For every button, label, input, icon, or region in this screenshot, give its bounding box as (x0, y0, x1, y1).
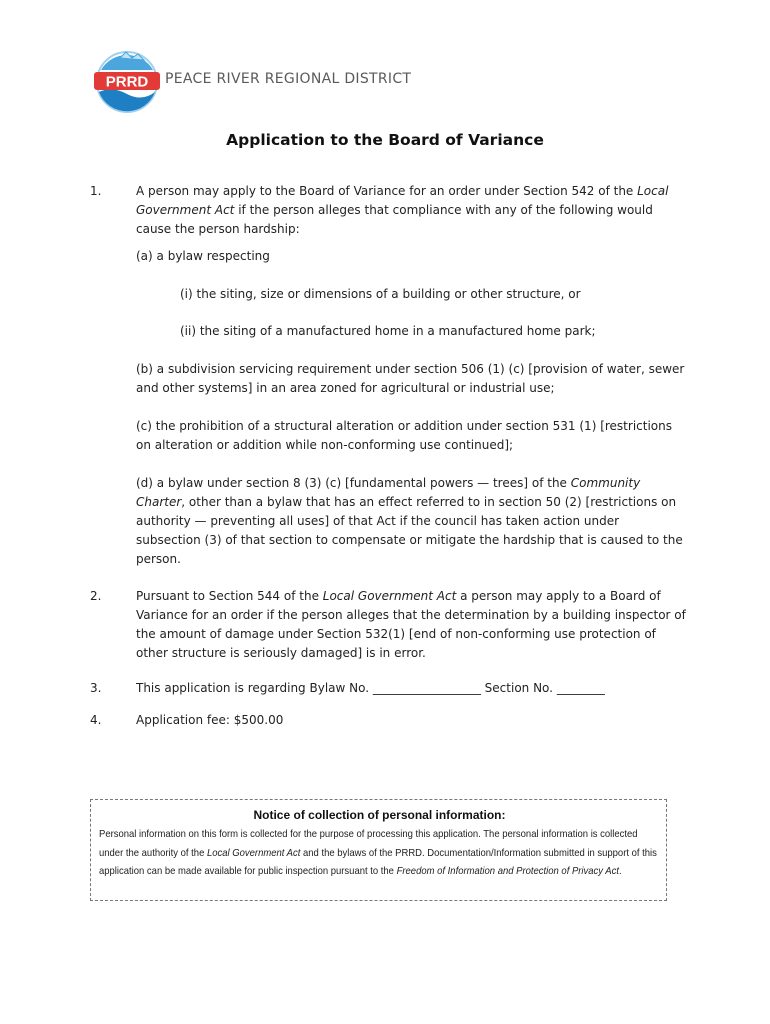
logo-text: PRRD (105, 73, 149, 91)
page-title: Application to the Board of Variance (226, 131, 544, 149)
item-1-clause-b: (b) a subdivision servicing requirement under section 506 (1) (c) [provision of water, sewer and other systems] in an area zoned for agricultural or industrial use; (136, 362, 685, 395)
notice-body: Personal information on this form is collected for the purpose of processing this application. The personal information is collected under the authority of the Local Government Act and the bylaws of the PRRD. Documentation/Information submitted in support of this application can be made available for public inspection pursuant to the Freedom of Information and Protection of Privacy Act. (99, 829, 657, 877)
notice-title: Notice of collection of personal information: (253, 808, 506, 822)
item-1-clause-a-i: (i) the siting, size or dimensions of a building or other structure, or (180, 287, 581, 301)
item-1-clause-a-ii: (ii) the siting of a manufactured home in a manufactured home park; (180, 324, 596, 338)
item-number: 4. (90, 713, 102, 727)
item-3-text: This application is regarding Bylaw No. __________________ Section No. ________ (136, 681, 605, 695)
item-1-clause-c: (c) the prohibition of a structural alteration or addition under section 531 (1) [restrictions on alteration or addition while non-conforming use continued]; (136, 419, 672, 452)
item-number: 3. (90, 681, 102, 695)
item-1-clause-a: (a) a bylaw respecting (136, 249, 270, 263)
privacy-notice-box (90, 799, 667, 901)
item-1-clause-d: (d) a bylaw under section 8 (3) (c) [fundamental powers — trees] of the Community Charter, other than a bylaw that has an effect referred to in section 50 (2) [restrictions on authority — preventing all uses] of that Act if the council has taken action under subsection (3) of that section to compensate or mitigate the hardship that is caused to the person. (136, 476, 683, 566)
item-4-text: Application fee: $500.00 (136, 713, 284, 727)
item-1-text: A person may apply to the Board of Variance for an order under Section 542 of the Local Government Act if the person alleges that compliance with any of the following would cause the person hardship: (136, 184, 669, 236)
item-2-text: Pursuant to Section 544 of the Local Government Act a person may apply to a Board of Variance for an order if the person alleges that the determination by a building inspector of the amount of damage under Section 532(1) [end of non-conforming use protection of other structure is seriously damaged] is in error. (136, 589, 686, 660)
item-number: 2. (90, 589, 102, 603)
organization-name: PEACE RIVER REGIONAL DISTRICT (165, 71, 412, 87)
item-number: 1. (90, 184, 102, 198)
prrd-logo (92, 48, 162, 114)
